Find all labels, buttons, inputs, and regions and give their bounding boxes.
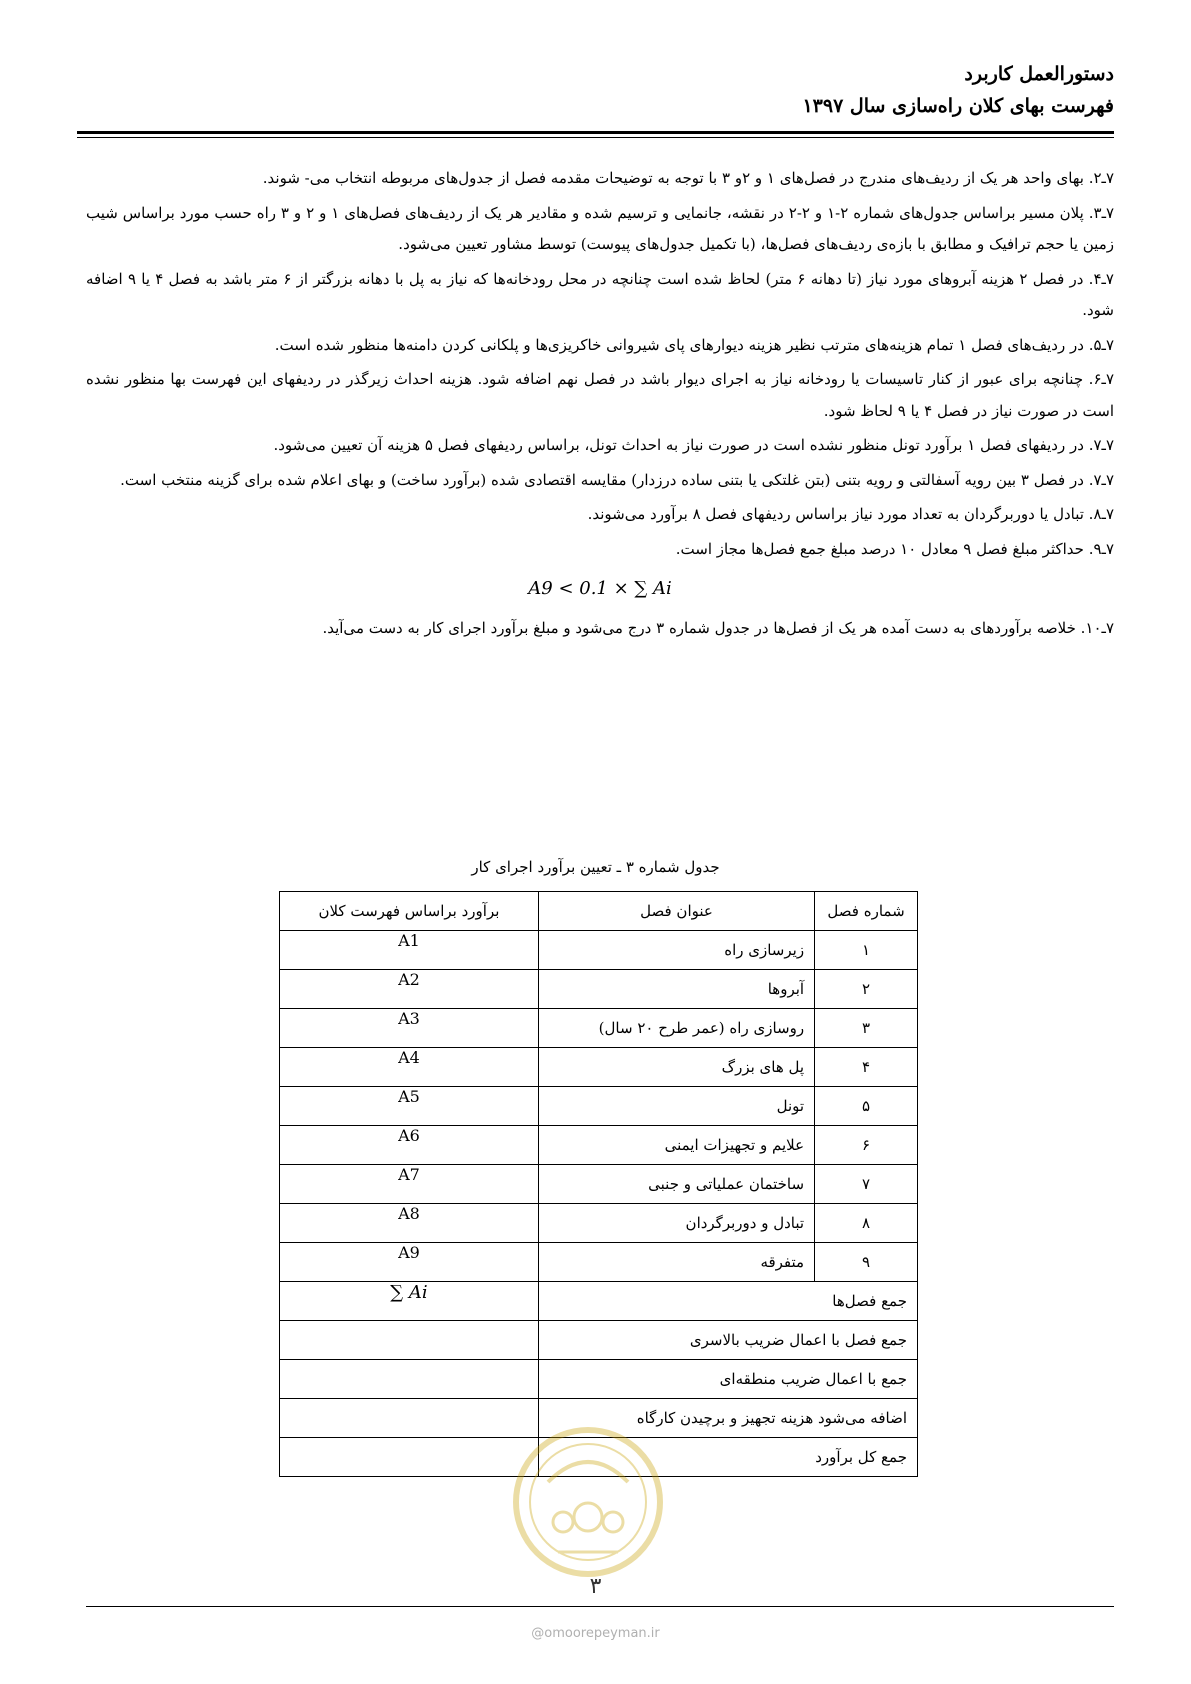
table-row [280, 1087, 918, 1126]
paragraph-7-8: ۷ـ۸. تبادل یا دوربرگردان به تعداد مورد نیاز براساس ردیفهای فصل ۸ برآورد می‌شوند. [587, 505, 1114, 523]
stamp-watermark [508, 1422, 668, 1582]
chapter-title: پل های بزرگ [538, 1048, 814, 1087]
header-chapter-title: عنوان فصل [538, 892, 814, 931]
chapter-number: ۲ [815, 970, 918, 1009]
chapter-title: تونل [538, 1087, 814, 1126]
table-row [280, 1243, 918, 1282]
chapter-title: ساختمان عملیاتی و جنبی [538, 1165, 814, 1204]
chapter-estimate: A4 [280, 1048, 539, 1087]
header-title: دستورالعمل کاربرد [964, 63, 1114, 85]
paragraph-7-6: ۷ـ۶. چنانچه برای عبور از کنار تاسیسات یا رودخانه نیاز به اجرای دیوار باشد در فصل نهم اضافه شود. هزینه احداث زیرگذر در ردیفهای این فهرست بها منظور نشده است در صورت نیاز در فصل ۴ یا ۹ لحاظ شود. [86, 370, 1114, 420]
summary-label: جمع کل برآورد [538, 1438, 917, 1477]
chapter-title: روسازی راه (عمر طرح ۲۰ سال) [538, 1009, 814, 1048]
chapter-title: علایم و تجهیزات ایمنی [538, 1126, 814, 1165]
chapter-title: تبادل و دوربرگردان [538, 1204, 814, 1243]
chapter-number: ۷ [815, 1165, 918, 1204]
chapter-number: ۳ [815, 1009, 918, 1048]
chapter-title: زیرسازی راه [538, 931, 814, 970]
header-subtitle: فهرست بهای کلان راه‌سازی سال ۱۳۹۷ [802, 95, 1114, 117]
header-estimate: برآورد براساس فهرست کلان [280, 892, 539, 931]
paragraph-7-5: ۷ـ۵. در ردیف‌های فصل ۱ تمام هزینه‌های مترتب نظیر هزینه دیوارهای پای شیروانی خاکریزی‌ها و پلکانی کردن دامنه‌ها منظور شده است. [274, 335, 1114, 354]
summary-estimate [280, 1399, 539, 1438]
chapter-number: ۵ [815, 1087, 918, 1126]
table-row [280, 1204, 918, 1243]
chapter-estimate: A7 [280, 1165, 539, 1204]
summary-estimate [280, 1360, 539, 1399]
chapter-number: ۴ [815, 1048, 918, 1087]
chapter-title: آبروها [538, 970, 814, 1009]
header-rule-thin [77, 137, 1114, 138]
body-text [86, 163, 1114, 648]
summary-label: جمع فصل‌ها [538, 1282, 917, 1321]
table-caption: جدول شماره ۳ ـ تعیین برآورد اجرای کار [471, 858, 720, 876]
summary-row [280, 1282, 918, 1321]
paragraph-7-4: ۷ـ۴. در فصل ۲ هزینه آبروهای مورد نیاز (تا دهانه ۶ متر) لحاظ شده است چنانچه در محل رودخانه‌ها که نیاز به پل با دهانه بزرگتر از ۶ متر باشد به فصل ۴ یا ۹ اضافه شود. [86, 269, 1114, 319]
table-row [280, 1165, 918, 1204]
paragraph-7-7b: ۷ـ۷. در فصل ۳ بین رویه آسفالتی و رویه بتنی (بتن غلتکی یا بتنی ساده درزدار) مقایسه اقتصادی شده (برآورد ساخت) و بهای اعلام شده برای گزینه منتخب است. [120, 470, 1114, 489]
chapter-estimate: A8 [280, 1204, 539, 1243]
header-chapter-number: شماره فصل [815, 892, 918, 931]
summary-label: جمع فصل با اعمال ضریب بالاسری [538, 1321, 917, 1360]
paragraph-7-10: ۷ـ۱۰. خلاصه برآوردهای به دست آمده هر یک از فصل‌ها در جدول شماره ۳ درج می‌شود و مبلغ برآورد اجرای کار به دست می‌آید. [322, 619, 1114, 637]
summary-estimate: ∑ Ai [280, 1282, 539, 1321]
formula: A9 < 0.1 × ∑ Ai [528, 578, 672, 599]
chapter-estimate: A1 [280, 931, 539, 970]
footer-rule [86, 1606, 1114, 1607]
summary-label: اضافه می‌شود هزینه تجهیز و برچیدن کارگاه [538, 1399, 917, 1438]
chapter-estimate: A6 [280, 1126, 539, 1165]
table-row [280, 931, 918, 970]
paragraph-7-9: ۷ـ۹. حداکثر مبلغ فصل ۹ معادل ۱۰ درصد مبلغ جمع فصل‌ها مجاز است. [675, 539, 1114, 558]
paragraph-7-7a: ۷ـ۷. در ردیفهای فصل ۱ برآورد تونل منظور نشده است در صورت نیاز به احداث تونل، براساس ردیفهای فصل ۵ هزینه آن تعیین می‌شود. [273, 436, 1114, 454]
chapter-title: متفرقه [538, 1243, 814, 1282]
summary-estimate [280, 1321, 539, 1360]
chapter-number: ۹ [815, 1243, 918, 1282]
chapter-estimate: A5 [280, 1087, 539, 1126]
summary-estimate [280, 1438, 539, 1477]
document-header [77, 58, 1114, 122]
table-header-row [280, 892, 918, 931]
table-row [280, 1048, 918, 1087]
chapter-number: ۸ [815, 1204, 918, 1243]
table-row [280, 1126, 918, 1165]
table-row [280, 970, 918, 1009]
paragraph-7-2: ۷ـ۲. بهای واحد هر یک از ردیف‌های مندرج در فصل‌های ۱ و ۲و ۳ با توجه به توضیحات مقدمه فصل از جدول‌های مربوطه انتخاب می- شوند. [262, 169, 1114, 187]
chapter-estimate: A9 [280, 1243, 539, 1282]
summary-row [280, 1360, 918, 1399]
paragraph-7-3: ۷ـ۳. پلان مسیر براساس جدول‌های شماره ۲-۱ و ۲-۲ در نقشه، جانمایی و ترسیم شده و مقادیر هر یک از ردیف‌های فصل‌های ۱ و ۲ و ۳ راه حسب مورد براساس شیب زمین یا حجم ترافیک و مطابق با بازه‌ی ردیف‌های فصل‌ها، (با تکمیل جدول‌های پیوست) توسط مشاور تعیین می‌شود. [86, 203, 1115, 253]
chapter-number: ۶ [815, 1126, 918, 1165]
chapter-estimate: A2 [280, 970, 539, 1009]
cost-estimate-table [279, 891, 918, 1477]
site-watermark: @omoorepeyman.ir [531, 1626, 660, 1641]
header-rule-thick [77, 131, 1114, 134]
summary-row [280, 1321, 918, 1360]
table-row [280, 1009, 918, 1048]
chapter-number: ۱ [815, 931, 918, 970]
page-number: ۳ [589, 1574, 602, 1599]
summary-label: جمع با اعمال ضریب منطقه‌ای [538, 1360, 917, 1399]
chapter-estimate: A3 [280, 1009, 539, 1048]
